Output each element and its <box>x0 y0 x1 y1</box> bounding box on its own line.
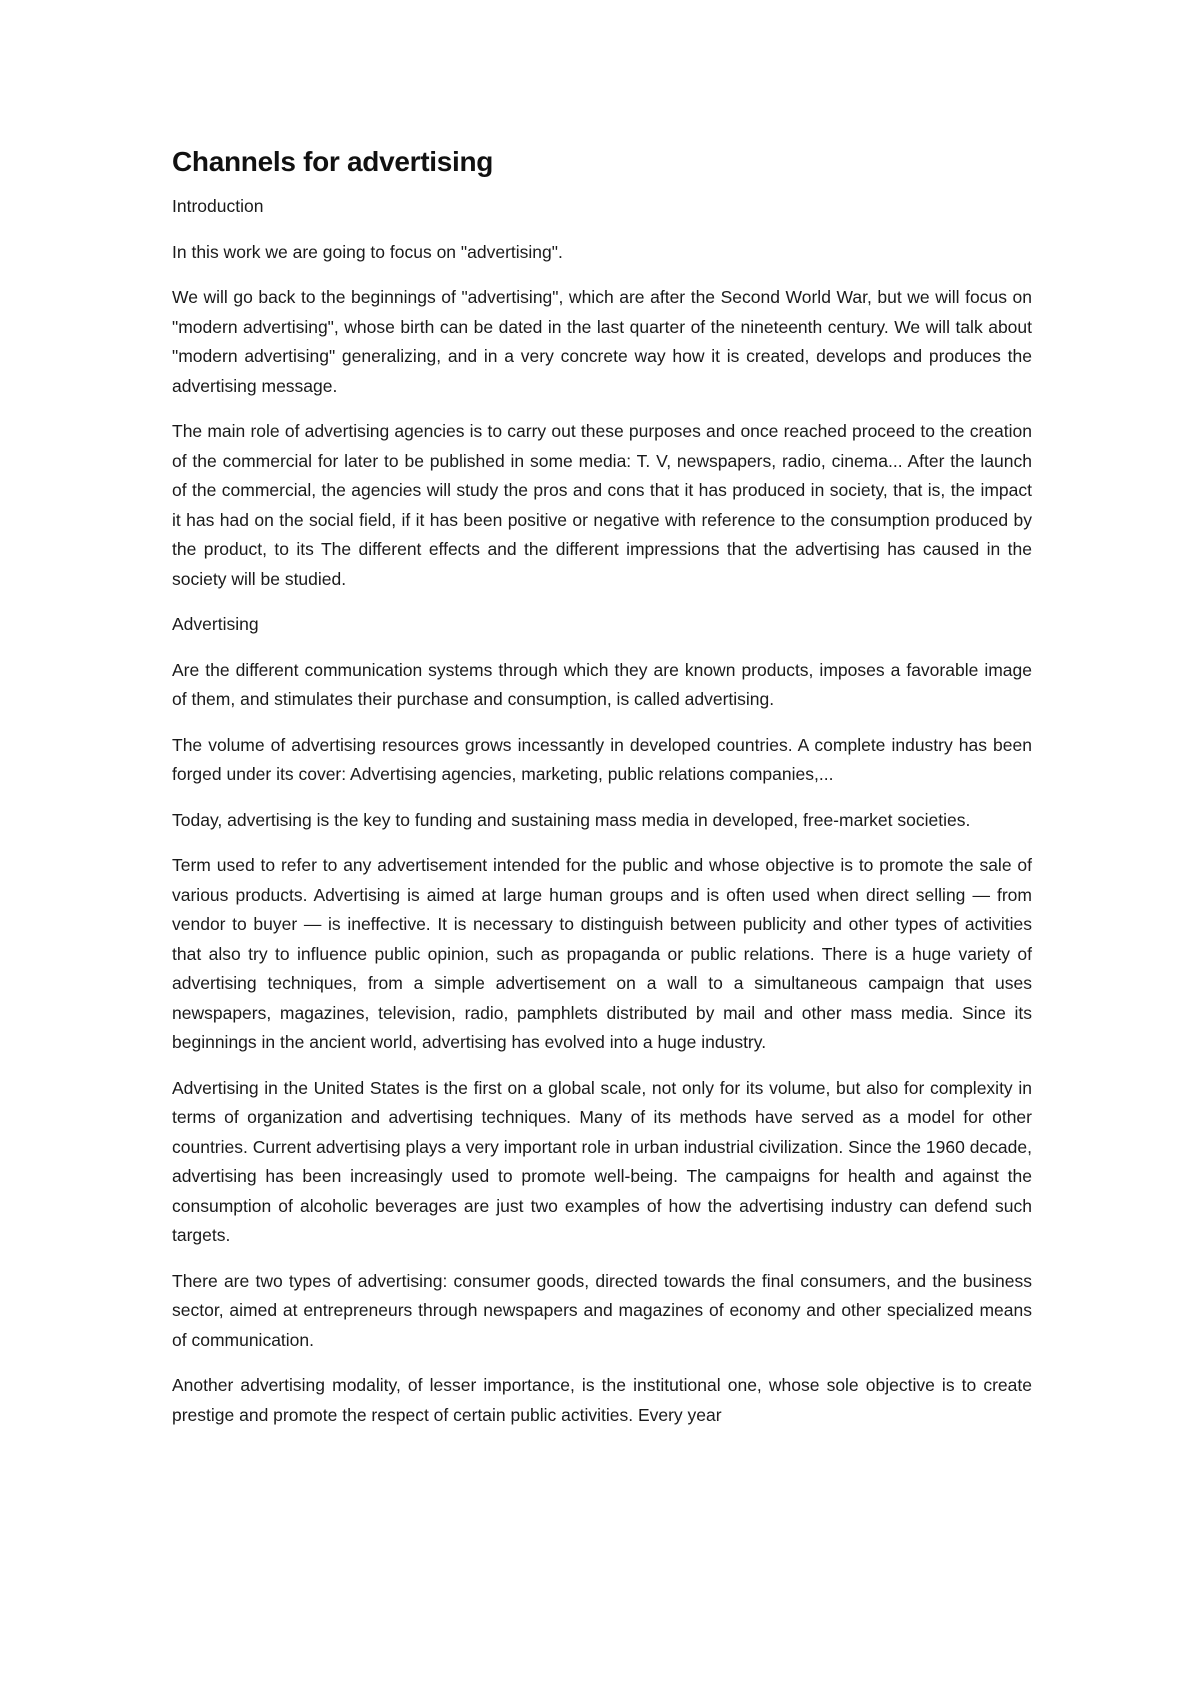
paragraph: Today, advertising is the key to funding and sustaining mass media in developed, free-market societies. <box>172 809 971 830</box>
paragraph: In this work we are going to focus on "advertising". <box>172 241 563 262</box>
paragraph: Advertising in the United States is the first on a global scale, not only for its volume, but also for complexity in terms of organization and advertising techniques. Many of its methods have served as a model for other countries. Current advertising plays a very important role in urban industrial civilization. Since the 1960 decade, advertising has been increasingly used to promote well-being. The campaigns for health and against the consumption of alcoholic beverages are just two examples of how the advertising industry can defend such targets. <box>172 1077 1032 1245</box>
paragraph: There are two types of advertising: consumer goods, directed towards the final consumers, and the business sector, aimed at entrepreneurs through newspapers and magazines of economy and other specialized means of communication. <box>172 1270 1032 1350</box>
section-heading-introduction: Introduction <box>172 196 264 216</box>
section-heading-advertising: Advertising <box>172 614 259 634</box>
paragraph: Term used to refer to any advertisement intended for the public and whose objective is to promote the sale of various products. Advertising is aimed at large human groups and is often used when direct selling — from vendor to buyer — is ineffective. It is necessary to distinguish between publicity and other types of activities that also try to influence public opinion, such as propaganda or public relations. There is a huge variety of advertising techniques, from a simple advertisement on a wall to a simultaneous campaign that uses newspapers, magazines, television, radio, pamphlets distributed by mail and other mass media. Since its beginnings in the ancient world, advertising has evolved into a huge industry. <box>172 855 1032 1052</box>
document-body <box>172 142 1032 1446</box>
paragraph: The main role of advertising agencies is to carry out these purposes and once reached proceed to the creation of the commercial for later to be published in some media: T. V, newspapers, radio, cinema... After the launch of the commercial, the agencies will study the pros and cons that it has produced in society, that is, the impact it has had on the social field, if it has been positive or negative with reference to the consumption produced by the product, to its The different effects and the different impressions that the advertising has caused in the society will be studied. <box>172 421 1032 589</box>
paragraph: The volume of advertising resources grows incessantly in developed countries. A complete industry has been forged under its cover: Advertising agencies, marketing, public relations companies,... <box>172 734 1032 784</box>
paragraph: Another advertising modality, of lesser importance, is the institutional one, whose sole objective is to create prestige and promote the respect of certain public activities. Every year <box>172 1375 1032 1425</box>
paragraph: We will go back to the beginnings of "advertising", which are after the Second World War, but we will focus on "modern advertising", whose birth can be dated in the last quarter of the nineteenth century. We will talk about "modern advertising" generalizing, and in a very concrete way how it is created, develops and produces the advertising message. <box>172 287 1032 396</box>
document-title: Channels for advertising <box>172 146 494 177</box>
paragraph: Are the different communication systems through which they are known products, imposes a favorable image of them, and stimulates their purchase and consumption, is called advertising. <box>172 659 1032 709</box>
